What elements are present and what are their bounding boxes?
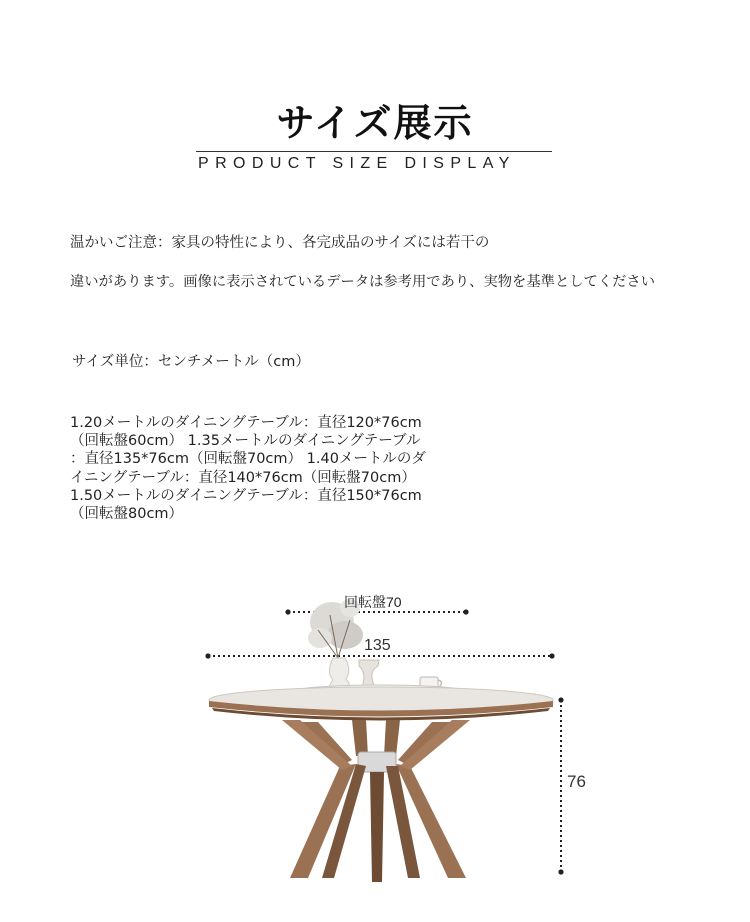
table-figure xyxy=(0,560,750,918)
subtitle-rule xyxy=(196,151,552,152)
size-line: （回転盤60cm） 1.35メートルのダイニングテーブル xyxy=(70,433,421,450)
table-illustration xyxy=(0,560,750,918)
table-legs xyxy=(282,720,470,882)
size-line: イニングテーブル：直径140*76cm（回転盤70cm） xyxy=(70,469,416,486)
size-line: 1.50メートルのダイニングテーブル：直径150*76cm xyxy=(70,487,422,504)
notice-line-1: 温かいご注意：家具の特性により、各完成品のサイズには若干の xyxy=(70,235,490,251)
lazy-susan-dimension-label: 回転盤70 xyxy=(344,594,402,610)
diameter-dimension-label: 135 xyxy=(364,637,391,654)
size-list xyxy=(70,414,462,523)
height-dimension-line xyxy=(558,697,563,874)
page-title: サイズ展示 xyxy=(276,101,474,145)
size-line: 1.20メートルのダイニングテーブル：直径120*76cm xyxy=(70,415,422,431)
page-subtitle: PRODUCT SIZE DISPLAY xyxy=(198,155,516,172)
tabletop xyxy=(209,687,553,721)
size-line: （回転盤80cm） xyxy=(70,506,184,523)
notice-line-2: 違いがあります。画像に表示されているデータは参考用であり、実物を基準としてください xyxy=(70,274,656,290)
unit-line: サイズ単位：センチメートル（cm） xyxy=(72,354,310,370)
height-dimension-label: 76 xyxy=(567,772,586,791)
size-line: ：直径135*76cm（回転盤70cm） 1.40メートルのダ xyxy=(70,451,426,468)
